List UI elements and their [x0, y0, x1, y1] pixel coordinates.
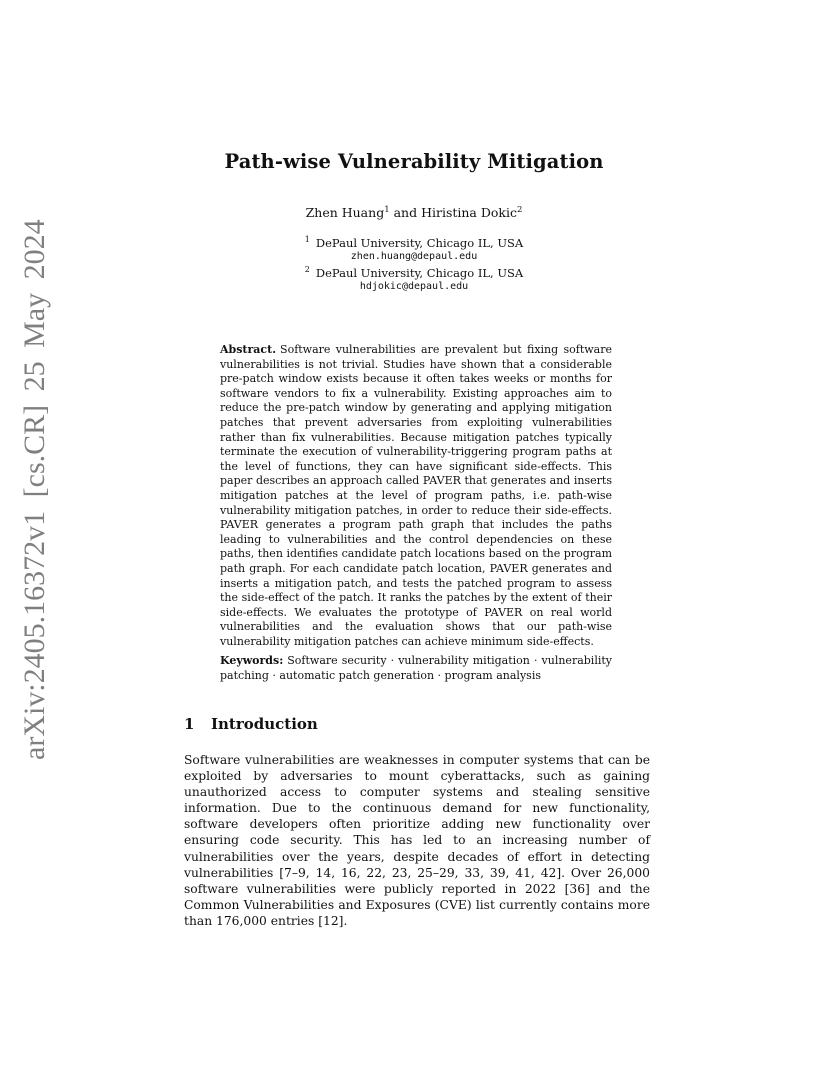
keywords-label: Keywords:: [220, 654, 284, 667]
keywords: [220, 654, 612, 683]
affiliation-mark: 1: [304, 235, 310, 244]
paper-title: Path-wise Vulnerability Mitigation: [224, 150, 604, 173]
affiliation: [0, 235, 828, 250]
section-title: Introduction: [211, 715, 318, 733]
arxiv-identifier: arXiv:2405.16372v1 [cs.CR] 25 May 2024: [18, 219, 51, 760]
affiliation: [0, 265, 828, 280]
abstract-text: Software vulnerabilities are prevalent but fixing software vulnerabilities is not trivial. Studies have shown that a considerable pre-patch window exists because it often takes weeks or months for software vendors to fix a vulnerability. Existing approaches aim to reduce the pre-patch window by generating and applying mitigation patches that prevent adversaries from exploiting vulnerabilities rather than fix vulnerabilities. Because mitigation patches typically terminate the execution of vulnerability-triggering program paths at the level of functions, they can have significant side-effects. This paper describes an approach called PAVER that generates and inserts mitigation patches at the level of program paths, i.e. path-wise vulnerability mitigation patches, in order to reduce their side-effects. PAVER generates a program path graph that includes the paths leading to vulnerabilities and the control dependencies on these paths, then identifies candidate patch locations based on the program path graph. For each candidate patch location, PAVER generates and inserts a mitigation patch, and tests the patched program to assess the side-effect of the patch. It ranks the patches by the extent of their side-effects. We evaluates the prototype of PAVER on real world vulnerabilities and the evaluation shows that our path-wise vulnerability mitigation patches can achieve minimum side-effects.: [220, 343, 612, 648]
affiliation-text: DePaul University, Chicago IL, USA: [315, 265, 524, 280]
author-email[interactable]: zhen.huang@depaul.edu: [350, 251, 478, 262]
intro-paragraph: Software vulnerabilities are weaknesses in computer systems that can be exploited by adversaries to mount cyberattacks, such as gaining unauthorized access to computer systems and stealing sensitive information. Due to the continuous demand for new functionality, software developers often prioritize adding new functionality over ensuring code security. This has led to an increasing number of vulnerabilities over the years, despite decades of effort in detecting vulnerabilities [7–9, 14, 16, 22, 23, 25–29, 33, 39, 41, 42]. Over 26,000 software vulnerabilities were publicly reported in 2022 [36] and the Common Vulnerabilities and Exposures (CVE) list currently contains more than 176,000 entries [12].: [184, 753, 650, 928]
section-number: 1: [184, 715, 195, 733]
affiliation-mark: 2: [304, 265, 310, 274]
author-affiliation-mark: 1: [384, 205, 390, 215]
abstract: [220, 343, 612, 649]
keywords-text: Software security · vulnerability mitigation · vulnerability patching · automatic patch generation · program analysis: [220, 654, 612, 682]
author-line: [0, 205, 828, 220]
author-name: Zhen Huang: [305, 205, 385, 221]
affiliation-text: DePaul University, Chicago IL, USA: [315, 235, 524, 250]
section-heading: [184, 715, 318, 733]
abstract-label: Abstract.: [220, 343, 277, 356]
author-name: Hiristina Dokic: [421, 205, 517, 221]
author-email[interactable]: hdjokic@depaul.edu: [359, 281, 469, 292]
author-affiliation-mark: 2: [516, 205, 523, 215]
author-conjunction: and: [389, 205, 422, 221]
